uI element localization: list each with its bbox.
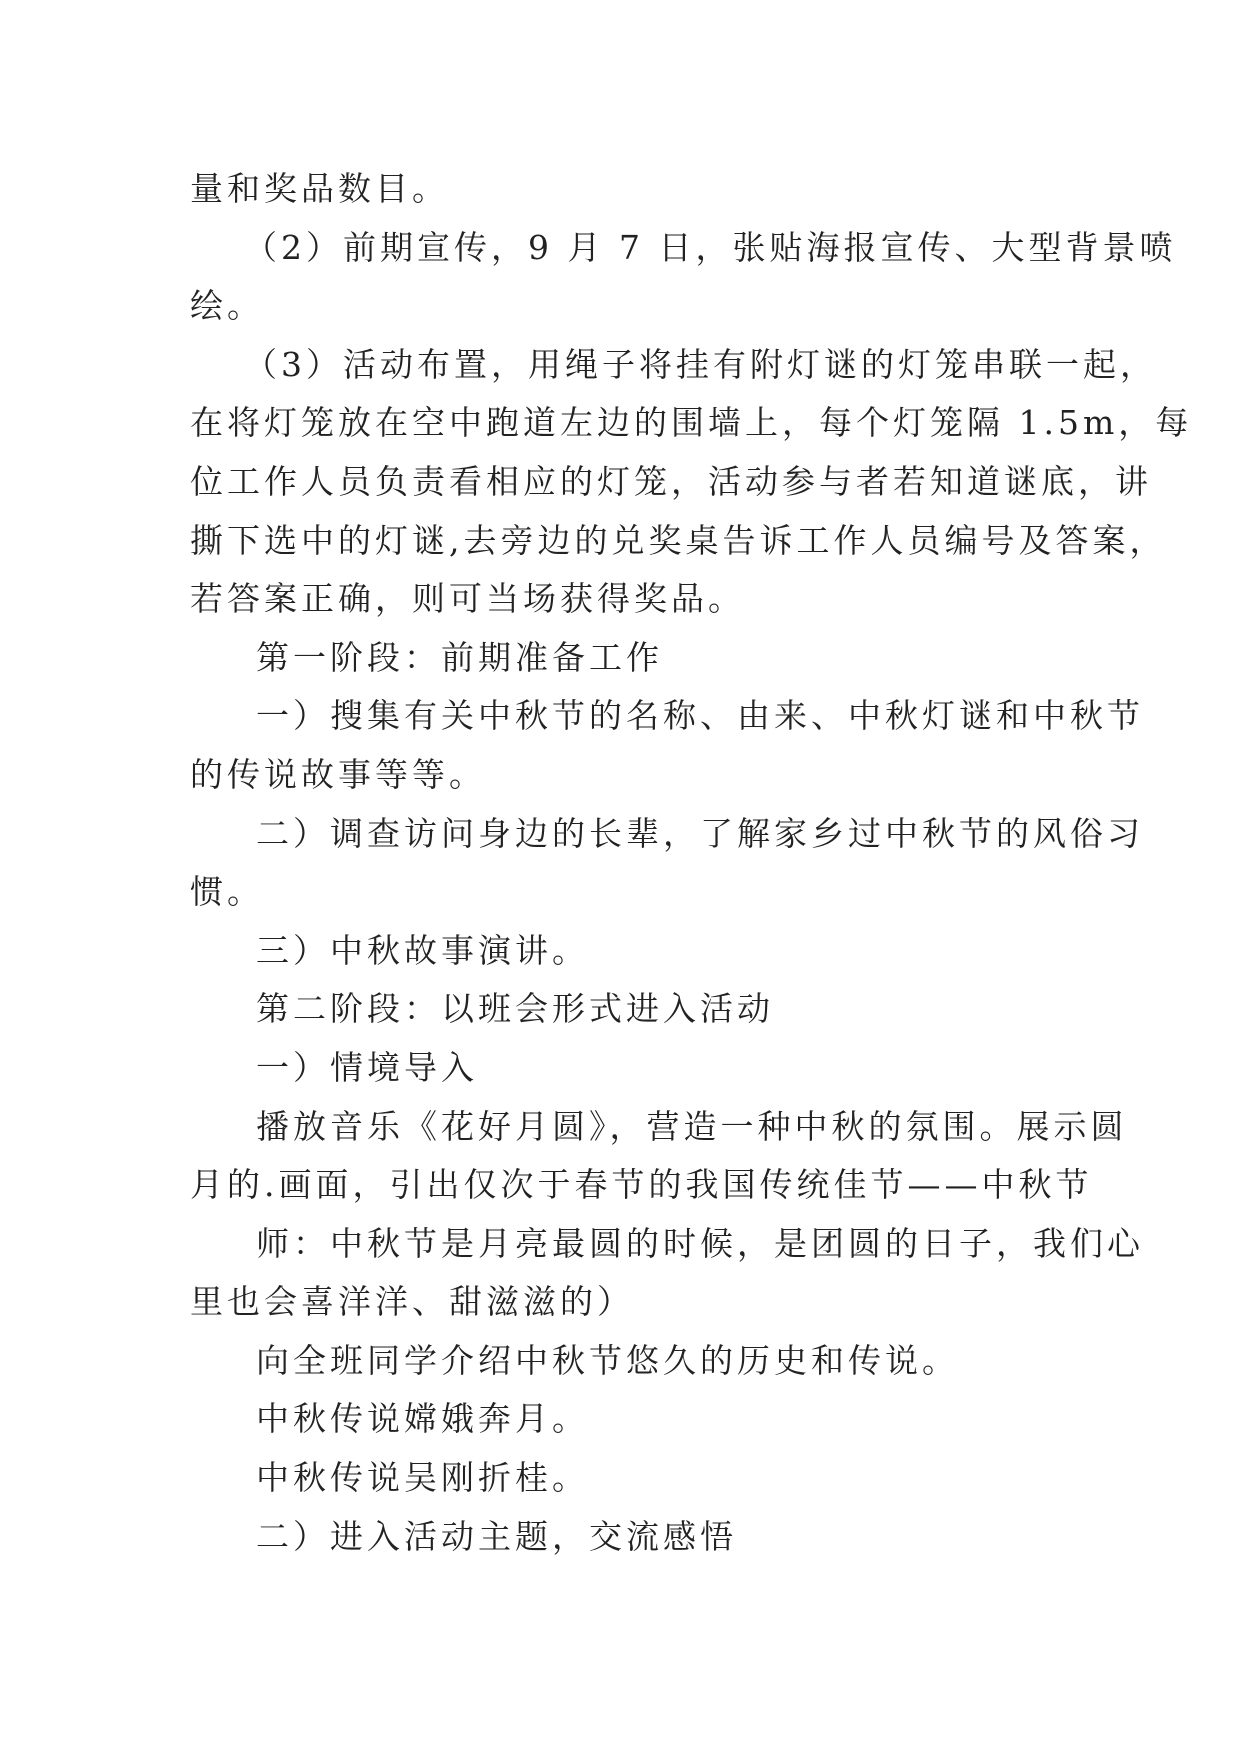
text-line-18: 月的.画面，引出仅次于春节的我国传统佳节——中秋节	[190, 1165, 1093, 1205]
section-heading-stage-1: 第一阶段：前期准备工作	[256, 637, 663, 677]
section-heading-stage-2: 第二阶段：以班会形式进入活动	[256, 989, 774, 1029]
text-line-19: 师：中秋节是月亮最圆的时候，是团圆的日子，我们心	[256, 1223, 1144, 1263]
text-line-8: 若答案正确，则可当场获得奖品。	[190, 579, 745, 619]
text-line-13: 惯。	[190, 872, 264, 912]
text-line-20: 里也会喜洋洋、甜滋滋的）	[190, 1282, 634, 1322]
text-line-21: 向全班同学介绍中秋节悠久的历史和传说。	[256, 1340, 959, 1380]
text-line-10: 一）搜集有关中秋节的名称、由来、中秋灯谜和中秋节	[256, 696, 1144, 736]
text-line-17: 播放音乐《花好月圆》，营造一种中秋的氛围。展示圆	[256, 1106, 1128, 1146]
text-line-23: 中秋传说吴刚折桂。	[256, 1458, 589, 1498]
text-line-14: 三）中秋故事演讲。	[256, 930, 589, 970]
text-line-24: 二）进入活动主题，交流感悟	[256, 1516, 737, 1556]
text-line-7: 撕下选中的灯谜,去旁边的兑奖桌告诉工作人员编号及答案，	[190, 520, 1167, 560]
text-line-6: 位工作人员负责看相应的灯笼，活动参与者若知道谜底，讲	[190, 461, 1152, 501]
text-line-4: （3）活动布置，用绳子将挂有附灯谜的灯笼串联一起，	[244, 344, 1157, 384]
text-line-11: 的传说故事等等。	[190, 754, 486, 794]
text-line-12: 二）调查访问身边的长辈，了解家乡过中秋节的风俗习	[256, 813, 1144, 853]
text-line-5: 在将灯笼放在空中跑道左边的围墙上，每个灯笼隔 1.5m，每	[190, 403, 1193, 443]
text-line-22: 中秋传说嫦娥奔月。	[256, 1399, 589, 1439]
document-body	[190, 160, 1193, 1566]
text-line-16: 一）情境导入	[256, 1047, 478, 1087]
text-line-1: 量和奖品数目。	[190, 169, 449, 208]
text-line-3: 绘。	[190, 286, 264, 326]
text-line-2: （2）前期宣传，9 月 7 日，张贴海报宣传、大型背景喷	[244, 227, 1177, 267]
